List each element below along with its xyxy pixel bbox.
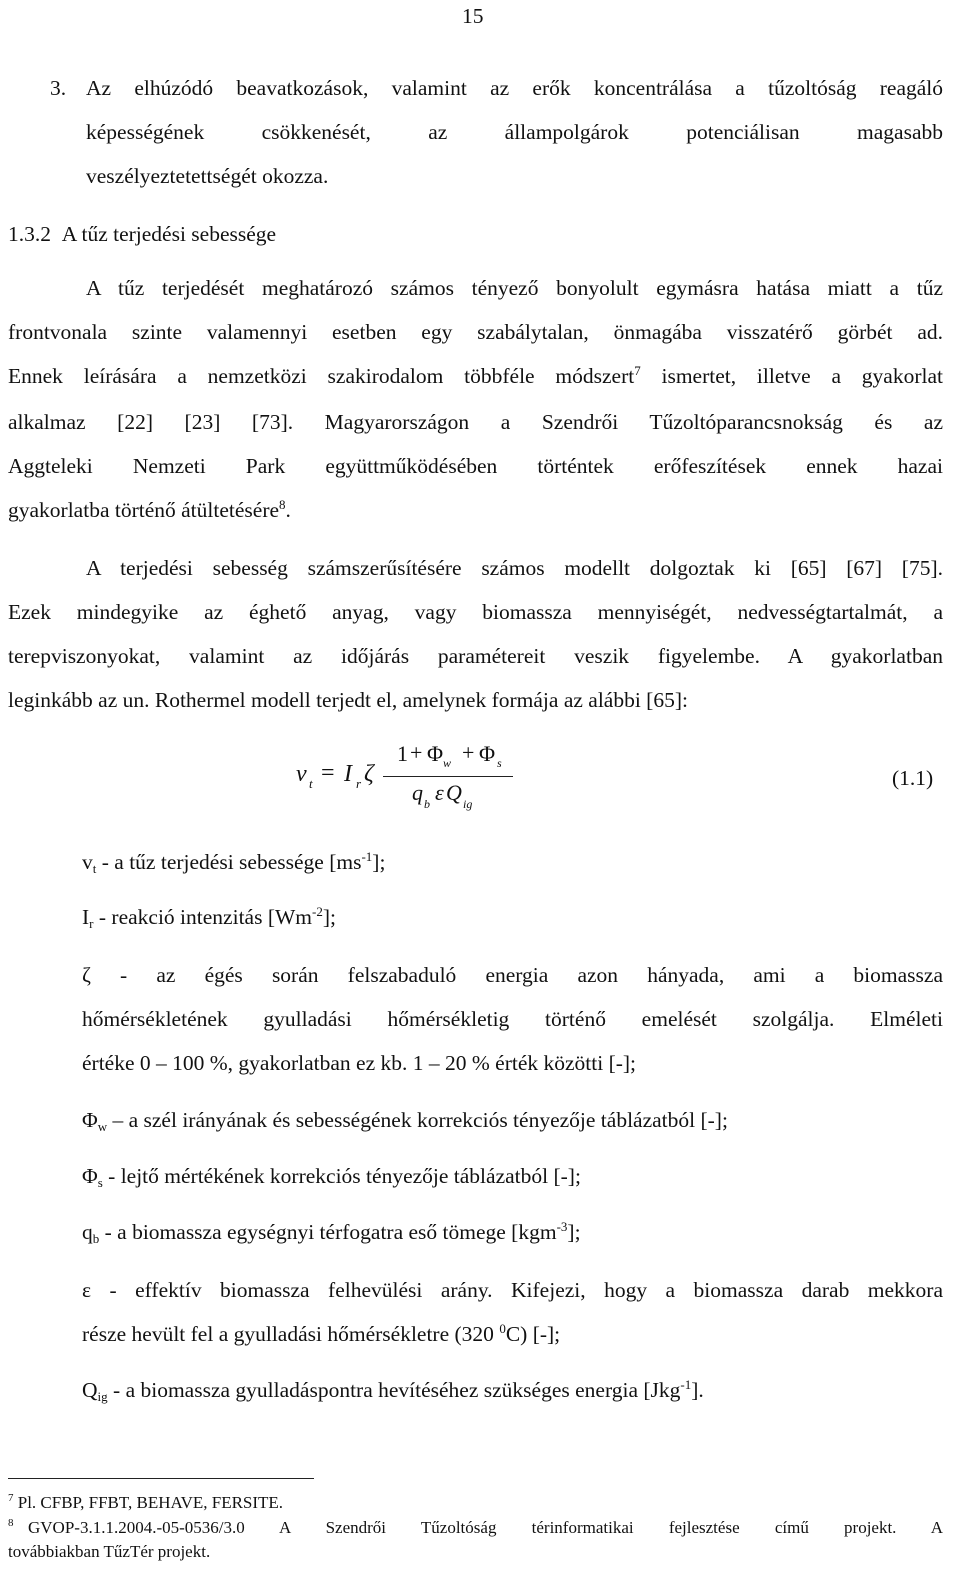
list-item-line: Az elhúzódó beavatkozások, valamint az erők koncentrálása a tűzoltóság reagáló — [86, 76, 943, 100]
eq-plus: + — [410, 740, 423, 765]
eq-sub-s: s — [497, 756, 502, 770]
paragraph-line: frontvonala szinte valamennyi esetben egy szabálytalan, önmagába visszatérő görbét ad. — [8, 320, 943, 344]
equation-number: (1.1) — [892, 766, 934, 790]
paragraph-line — [8, 496, 291, 524]
eq-Q: Q — [446, 780, 462, 805]
paragraph-line: Ezek mindegyike az éghető anyag, vagy biomassza mennyiségét, nedvességtartalmát, a — [8, 600, 943, 624]
definition-epsilon: része hevült fel a gyulladási hőmérsékletre (320 $^0$C) [-]; — [82, 1321, 561, 1346]
eq-one: 1 — [397, 741, 408, 766]
eq-phi-s: Φ — [479, 741, 496, 766]
footnote-7: $^7$ Pl. CFBP, FFBT, BEHAVE, FERSITE. — [8, 1492, 284, 1512]
section-heading — [8, 220, 276, 248]
paragraph-line — [8, 362, 943, 390]
eq-sub-r: r — [356, 776, 362, 791]
definition-ir: $I_r$ - reakció intenzitás $[Wm^{-2}]$; — [82, 904, 336, 931]
footnote-8-line: GVOP-3.1.1.2004.-05-0536/3.0 A Szendrői Tűzoltóság térinformatikai fejlesztése című projekt. A — [28, 1518, 943, 1537]
eq-sub-w: w — [443, 756, 452, 770]
list-item-line: veszélyeztetettségét okozza. — [86, 164, 329, 188]
footnote-8-line: továbbiakban TűzTér projekt. — [8, 1542, 211, 1561]
paragraph-line: Aggteleki Nemzeti Park együttműködésében történtek erőfeszítések ennek hazai — [8, 454, 943, 478]
definition-zeta: értéke 0 – 100 %, gyakorlatban ez kb. 1 – 20 % érték közötti [-]; — [82, 1051, 637, 1075]
eq-v: v — [296, 761, 307, 787]
list-item-number: 3. — [50, 76, 67, 100]
section-number: 1.3.2 — [8, 222, 51, 246]
section-title: A tűz terjedési sebessége — [61, 222, 277, 246]
list-item-line: képességének csökkenését, az állampolgárok potenciálisan magasabb — [86, 120, 943, 144]
footnote-ref-7[interactable]: 7 — [634, 363, 641, 378]
paragraph-line: alkalmaz [22] [23] [73]. Magyarországon a Szendrői Tűzoltóparancsnokság és az — [8, 410, 943, 434]
definition-phi-s: $\Phi_s$ - lejtő mértékének korrekciós tényezője táblázatból [-]; — [82, 1164, 581, 1190]
eq-I: I — [344, 761, 352, 787]
footnote-ref-8[interactable]: 8 — [279, 497, 286, 512]
eq-equals: = — [321, 760, 335, 786]
footnote-8: 8 — [8, 1517, 14, 1529]
text-run: gyakorlatba történő átültetésére — [8, 498, 280, 522]
eq-plus: + — [462, 740, 475, 765]
eq-phi-w: Φ — [427, 741, 444, 766]
definition-epsilon: ε - effektív biomassza felhevülési arány. Kifejezi, hogy a biomassza darab mekkora — [82, 1278, 943, 1302]
eq-q: q — [412, 780, 423, 805]
eq-sub-ig: ig — [463, 797, 473, 811]
text-run: ismertet, illetve a gyakorlat — [640, 364, 943, 388]
definition-zeta: hőmérsékletének gyulladási hőmérsékletig történő emelését szolgálja. Elméleti — [82, 1007, 943, 1031]
eq-sub-t: t — [309, 776, 313, 791]
definition-zeta: ζ - az égés során felszabaduló energia azon hányada, ami a biomassza — [82, 963, 943, 987]
text-run: . — [285, 498, 291, 522]
eq-zeta: ζ — [364, 761, 374, 787]
eq-epsilon: ε — [435, 780, 444, 805]
paragraph-line: A terjedési sebesség számszerűsítésére számos modellt dolgoztak ki [65] [67] [75]. — [86, 556, 943, 580]
definition-phi-w: $\Phi_w$ – a szél irányának és sebességének korrekciós tényezője táblázatból [-]; — [82, 1108, 728, 1134]
eq-sub-b: b — [424, 797, 430, 811]
definition-qb: $q_b$ - a biomassza egységnyi térfogatra eső tömege [kgm$^{-3}$]; — [82, 1219, 581, 1246]
page-number: 15 — [462, 4, 484, 28]
text-run: Ennek leírására a nemzetközi szakirodalom többféle módszert — [8, 364, 635, 388]
paragraph-line: A tűz terjedését meghatározó számos tényező bonyolult egymásra hatása miatt a tűz — [86, 276, 943, 300]
definition-qig: $Q_{ig}$ - a biomassza gyulladáspontra hevítéséhez szükséges energia [Jkg$^{-1}$]. — [82, 1377, 704, 1404]
paragraph-line: terepviszonyokat, valamint az időjárás paramétereit veszik figyelembe. A gyakorlatban — [8, 644, 943, 668]
paragraph-line: leginkább az un. Rothermel modell terjedt el, amelynek formája az alábbi [65]: — [8, 688, 688, 712]
fraction-bar — [383, 776, 513, 777]
definition-vt: $v_t$ - a tűz terjedési sebessége $[ms^{-1}]$; — [82, 849, 386, 876]
footnote-separator — [8, 1478, 314, 1479]
